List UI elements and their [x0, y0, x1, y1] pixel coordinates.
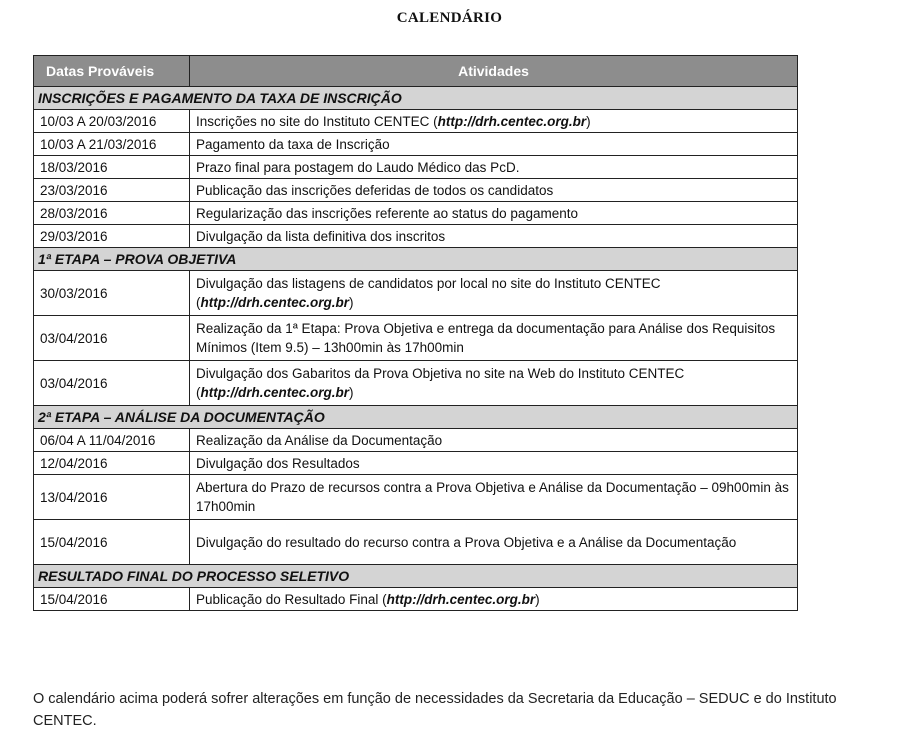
table-row — [34, 179, 798, 202]
activity-cell: Prazo final para postagem do Laudo Médico das PcD. — [190, 156, 798, 179]
activity-cell: Divulgação da lista definitiva dos inscritos — [190, 225, 798, 248]
activity-text: Divulgação dos Gabaritos da Prova Objetiva no site na Web do Instituto CENTEC ( — [196, 366, 685, 400]
table-header-row — [34, 56, 798, 87]
activity-cell: Publicação das inscrições deferidas de todos os candidatos — [190, 179, 798, 202]
table-row — [34, 429, 798, 452]
date-cell: 03/04/2016 — [34, 361, 190, 406]
activity-text: Divulgação das listagens de candidatos por local no site do Instituto CENTEC ( — [196, 276, 661, 310]
section-title: INSCRIÇÕES E PAGAMENTO DA TAXA DE INSCRIÇÃO — [34, 87, 798, 110]
activity-cell — [190, 588, 798, 611]
section-row — [34, 87, 798, 110]
date-cell: 29/03/2016 — [34, 225, 190, 248]
section-row — [34, 565, 798, 588]
activity-cell — [190, 361, 798, 406]
activity-cell: Abertura do Prazo de recursos contra a Prova Objetiva e Análise da Documentação – 09h00min às 17h00min — [190, 475, 798, 520]
table-row — [34, 475, 798, 520]
activity-suffix: ) — [349, 385, 354, 400]
date-cell: 06/04 A 11/04/2016 — [34, 429, 190, 452]
activity-text: Inscrições no site do Instituto CENTEC ( — [196, 113, 438, 129]
table-row — [34, 110, 798, 133]
activity-cell — [190, 110, 798, 133]
activity-cell: Realização da Análise da Documentação — [190, 429, 798, 452]
link-url[interactable]: http://drh.centec.org.br — [437, 113, 587, 129]
activity-cell: Regularização das inscrições referente ao status do pagamento — [190, 202, 798, 225]
activity-cell — [190, 271, 798, 316]
activity-cell: Realização da 1ª Etapa: Prova Objetiva e entrega da documentação para Análise dos Requisitos Mínimos (Item 9.5) – 13h00min às 17h00min — [190, 316, 798, 361]
date-cell: 13/04/2016 — [34, 475, 190, 520]
table-row — [34, 361, 798, 406]
date-cell: 28/03/2016 — [34, 202, 190, 225]
date-cell: 30/03/2016 — [34, 271, 190, 316]
table-row — [34, 588, 798, 611]
table-row — [34, 202, 798, 225]
section-title: RESULTADO FINAL DO PROCESSO SELETIVO — [34, 565, 798, 588]
date-cell: 18/03/2016 — [34, 156, 190, 179]
activity-cell: Divulgação dos Resultados — [190, 452, 798, 475]
date-cell: 23/03/2016 — [34, 179, 190, 202]
date-cell: 15/04/2016 — [34, 520, 190, 565]
link-url[interactable]: http://drh.centec.org.br — [386, 591, 536, 607]
table-row — [34, 452, 798, 475]
table-row — [34, 133, 798, 156]
header-dates: Datas Prováveis — [34, 56, 190, 87]
date-cell: 03/04/2016 — [34, 316, 190, 361]
section-row — [34, 406, 798, 429]
page-title: CALENDÁRIO — [396, 10, 503, 26]
calendar-table — [33, 55, 798, 611]
date-cell: 15/04/2016 — [34, 588, 190, 611]
activity-suffix: ) — [349, 295, 354, 310]
table-row — [34, 271, 798, 316]
link-url[interactable]: http://drh.centec.org.br — [200, 295, 349, 310]
table-row — [34, 225, 798, 248]
table-row — [34, 316, 798, 361]
link-url[interactable]: http://drh.centec.org.br — [200, 385, 349, 400]
section-title: 1ª ETAPA – PROVA OBJETIVA — [34, 248, 798, 271]
activity-cell: Pagamento da taxa de Inscrição — [190, 133, 798, 156]
table-row — [34, 156, 798, 179]
section-title: 2ª ETAPA – ANÁLISE DA DOCUMENTAÇÃO — [34, 406, 798, 429]
table-row — [34, 520, 798, 565]
activity-suffix: ) — [535, 591, 540, 607]
footer-note: O calendário acima poderá sofrer alterações em função de necessidades da Secretaria da Educação – SEDUC e do Instituto CENTEC. — [33, 691, 837, 729]
date-cell: 10/03 A 20/03/2016 — [34, 110, 190, 133]
activity-text: Publicação do Resultado Final ( — [196, 591, 387, 607]
activity-cell: Divulgação do resultado do recurso contra a Prova Objetiva e a Análise da Documentação — [190, 520, 798, 565]
header-activities: Atividades — [190, 56, 798, 87]
section-row — [34, 248, 798, 271]
activity-suffix: ) — [586, 113, 591, 129]
date-cell: 12/04/2016 — [34, 452, 190, 475]
date-cell: 10/03 A 21/03/2016 — [34, 133, 190, 156]
